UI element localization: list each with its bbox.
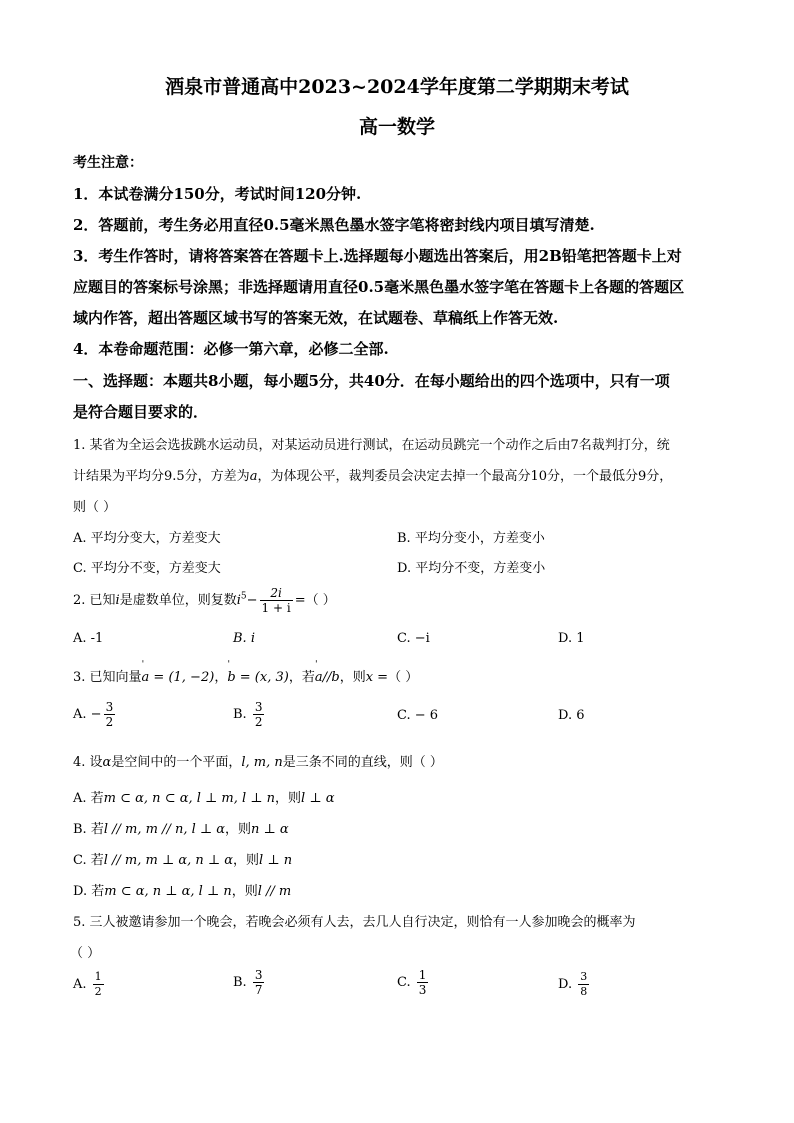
- q1-line-2b: ，为体现公平，裁判委员会决定去掉一个最高分10分，一个最低分9分，: [257, 469, 673, 484]
- q5-line-2: （ ）: [70, 946, 101, 961]
- notice-item-4: 4．本卷命题范围：必修一第六章，必修二全部.: [73, 340, 389, 358]
- q2-pre: 2. 已知: [73, 593, 116, 608]
- q2-base-i: i: [236, 593, 241, 608]
- q3-post-a: ，则: [339, 670, 366, 685]
- exam-subject: 高一数学: [358, 116, 435, 138]
- q3-cond-pre: ，若: [288, 670, 315, 685]
- q3-option-b: B. $\frac{3}{2}$: [233, 700, 263, 729]
- q5-option-c: C. $\frac{1}{3}$: [397, 968, 427, 997]
- q4-plane-alpha: α: [102, 755, 112, 770]
- q3-stem: [73, 666, 418, 685]
- q2-power: 5: [240, 591, 247, 602]
- q1-line-2a: 计结果为平均分9.5分，方差为: [73, 469, 250, 484]
- q2-option-c: C. −i: [397, 631, 430, 646]
- q4-mid: 是空间中的一个平面，: [111, 755, 242, 770]
- q2-stem: [73, 586, 336, 615]
- q1-option-d: D. 平均分不变，方差变小: [397, 561, 546, 576]
- q3-parallel-condition: ˈ a//b: [315, 670, 340, 685]
- q2-option-d: D. 1: [558, 631, 585, 646]
- q3-option-c: C. − 6: [397, 708, 439, 723]
- notice-item-3-line-1: 3．考生作答时，请将答案答在答题卡上.选择题每小题选出答案后，用2B铅笔把答题卡上对: [73, 247, 682, 265]
- q3-vector-b: ˈ b = (x, 3): [227, 670, 289, 685]
- q3-post-b: =（ ）: [373, 670, 419, 685]
- q5-option-a: A. $\frac{1}{2}$: [73, 970, 102, 998]
- q3-pre: 3. 已知向量: [73, 670, 142, 685]
- section-heading-line-2: 是符合题目要求的．: [73, 403, 209, 421]
- q4-stem: [73, 751, 443, 770]
- q1-line-2: [73, 465, 672, 484]
- q2-imag-unit: i: [115, 593, 120, 608]
- q2-fraction-num: 2i: [260, 586, 293, 601]
- q1-variance-var: a: [249, 469, 258, 484]
- notice-heading: 考生注意：: [73, 155, 143, 171]
- q2-minus: −: [246, 593, 258, 608]
- notice-item-3-line-2: 应题目的答案标号涂黑；非选择题请用直径0.5毫米黑色墨水签字笔在答题卡上各题的答题区: [73, 278, 685, 296]
- q2-option-a: A. -1: [73, 631, 104, 646]
- q2-mid: 是虚数单位，则复数: [119, 593, 237, 608]
- q5-option-c-fraction: $\frac{1}{3}$: [418, 968, 427, 997]
- q3-option-a: A. − $\frac{3}{2}$: [73, 700, 114, 729]
- q3-option-a-fraction: $\frac{3}{2}$: [105, 700, 114, 729]
- q3-unknown-x: x: [365, 670, 374, 685]
- q5-option-d: D. $\frac{3}{8}$: [558, 970, 588, 998]
- q4-lines: l, m, n: [241, 755, 283, 770]
- q1-line-3: 则（ ）: [73, 500, 117, 515]
- q4-pre: 4. 设: [73, 755, 103, 770]
- q5-option-b-fraction: $\frac{3}{7}$: [254, 968, 263, 997]
- q4-option-d: D. 若m ⊂ α, n ⊥ α, l ⊥ n，则l // m: [73, 884, 292, 899]
- exam-title: 酒泉市普通高中2023~2024学年度第二学期期末考试: [165, 76, 629, 98]
- q2-fraction-den: 1 + i: [261, 601, 291, 615]
- q5-option-b: B. $\frac{3}{7}$: [233, 968, 263, 997]
- q3-option-d: D. 6: [558, 708, 585, 723]
- q4-option-c: C. 若l // m, m ⊥ α, n ⊥ α，则l ⊥ n: [73, 853, 293, 868]
- q1-option-c: C. 平均分不变，方差变大: [73, 561, 221, 576]
- q3-option-b-fraction: $\frac{3}{2}$: [254, 700, 263, 729]
- q4-option-b: B. 若l // m, m // n, l ⊥ α，则n ⊥ α: [73, 822, 289, 837]
- q1-line-1: 1. 某省为全运会选拔跳水运动员，对某运动员进行测试，在运动员跳完一个动作之后由7名裁判打分，统: [73, 438, 670, 453]
- notice-item-1: 1．本试卷满分150分，考试时间120分钟.: [73, 185, 362, 203]
- q4-post: 是三条不同的直线，则（ ）: [282, 755, 443, 770]
- q3-sep: ，: [214, 670, 228, 685]
- q2-post: =（ ）: [294, 593, 336, 608]
- q1-option-b: B. 平均分变小，方差变小: [397, 531, 545, 546]
- q1-option-a: A. 平均分变大，方差变大: [73, 531, 221, 546]
- notice-item-2: 2．答题前，考生务必用直径0.5毫米黑色墨水签字笔将密封线内项目填写清楚.: [73, 216, 595, 234]
- section-heading-line-1: 一、选择题：本题共8小题，每小题5分，共40分．在每小题给出的四个选项中，只有一项: [73, 372, 670, 390]
- q5-option-d-fraction: $\frac{3}{8}$: [580, 970, 588, 998]
- notice-item-3-line-3: 域内作答，超出答题区域书写的答案无效，在试题卷、草稿纸上作答无效.: [73, 309, 559, 327]
- q2-fraction: [260, 586, 293, 615]
- q5-line-1: 5. 三人被邀请参加一个晚会，若晚会必须有人去，去几人自行决定，则恰有一人参加晚会的概率为: [73, 915, 636, 930]
- q2-option-b: B. i: [233, 631, 255, 646]
- q4-option-a: A. 若m ⊂ α, n ⊂ α, l ⊥ m, l ⊥ n，则l ⊥ α: [73, 791, 335, 806]
- q3-vector-a: ˈ a = (1, −2): [142, 670, 215, 685]
- q5-option-a-fraction: $\frac{1}{2}$: [94, 970, 102, 998]
